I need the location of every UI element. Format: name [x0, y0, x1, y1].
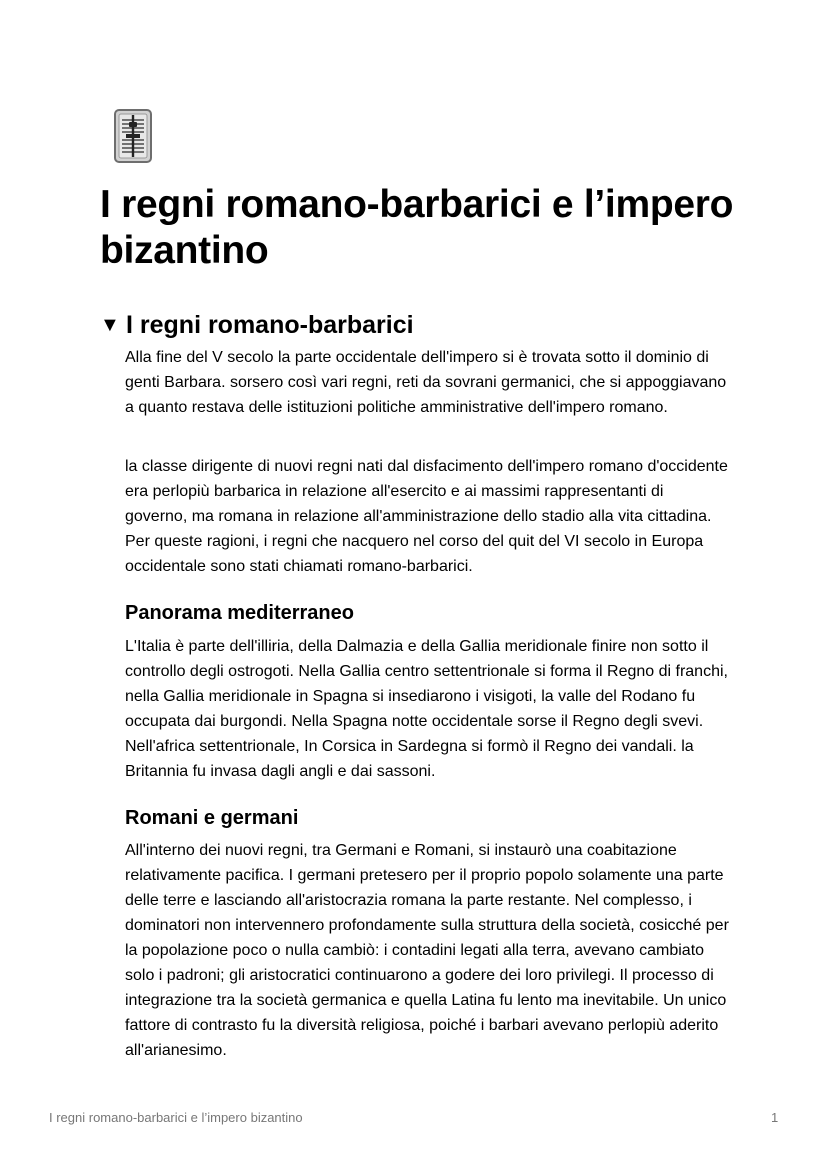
section-heading-romani: Romani e germani	[125, 807, 299, 829]
paragraph-text: L'Italia è parte dell'illiria, della Dalmazia e della Gallia meridionale finire non sotto il controllo degli ostrogoti. Nella Gallia centro settentrionale si forma il Regno di franchi, nella Gallia meridionale in Spagna si insediarono i visigoti, la valle del Rodano fu occupata dai burgondi. Nella Spagna notte occidentale sorse il Regno degli svevi. Nell'africa settentrionale, In Corsica in Sardegna si formò il Regno dei vandali. la Britannia fu invasa dagli angli e dai sassoni.	[125, 638, 728, 780]
toggle-title: I regni romano-barbarici	[126, 311, 414, 339]
section-panorama-heading-wrap	[125, 600, 730, 626]
toggle-block	[100, 310, 740, 340]
paragraph-text: All'interno dei nuovi regni, tra Germani e Romani, si instaurò una coabitazione relativamente pacifica. I germani pretesero per il proprio popolo solamente una parte delle terre e lasciando all'aristocrazia romana la parte restante. Nel complesso, i dominatori non intervennero profondamente sulla struttura della società, cosicché per la popolazione poco o nulla cambiò: i contadini legati alla terra, avevano cambiato solo i padroni; gli aristocratici continuarono a godere dei loro privilegi. Il processo di integrazione tra la società germanica e quella Latina fu lento ma inevitabile. Un unico fattore di contrasto fu la diversità religiosa, poiché i barbari avevano perlopiù aderito all'arianesimo.	[125, 842, 729, 1059]
section-heading-panorama: Panorama mediterraneo	[125, 602, 354, 624]
triangle-down-icon[interactable]: ▼	[100, 314, 120, 336]
section-romani-body	[125, 838, 730, 1063]
toggle-header[interactable]	[100, 310, 740, 340]
page-title: I regni romano-barbarici e l’impero bizantino	[100, 183, 734, 272]
footer-document-title: I regni romano-barbarici e l’impero bizantino	[49, 1110, 303, 1125]
paragraph-text: Alla fine del V secolo la parte occidentale dell'impero si è trovata sotto il dominio di genti Barbara. sorsero così vari regni, reti da sovrani germanici, che si appoggiavano a quanto restava delle istituzioni politiche amministrative dell'impero romano.	[125, 349, 727, 416]
section-romani-heading-wrap	[125, 805, 730, 831]
abacus-icon	[113, 108, 153, 164]
paragraph-1	[125, 345, 730, 420]
section-panorama-body	[125, 634, 730, 784]
footer-page-number: 1	[771, 1110, 779, 1125]
paragraph-2	[125, 454, 730, 579]
paragraph-text: la classe dirigente di nuovi regni nati dal disfacimento dell'impero romano d'occidente era perlopiù barbarica in relazione all'esercito e ai massimi rappresentanti di governo, ma romana in relazione all'amministrazione dello stadio alla vita cittadina. Per queste ragioni, i regni che nacquero nel corso del quit del VI secolo in Europa occidentale sono stati chiamati romano-barbarici.	[125, 458, 728, 575]
